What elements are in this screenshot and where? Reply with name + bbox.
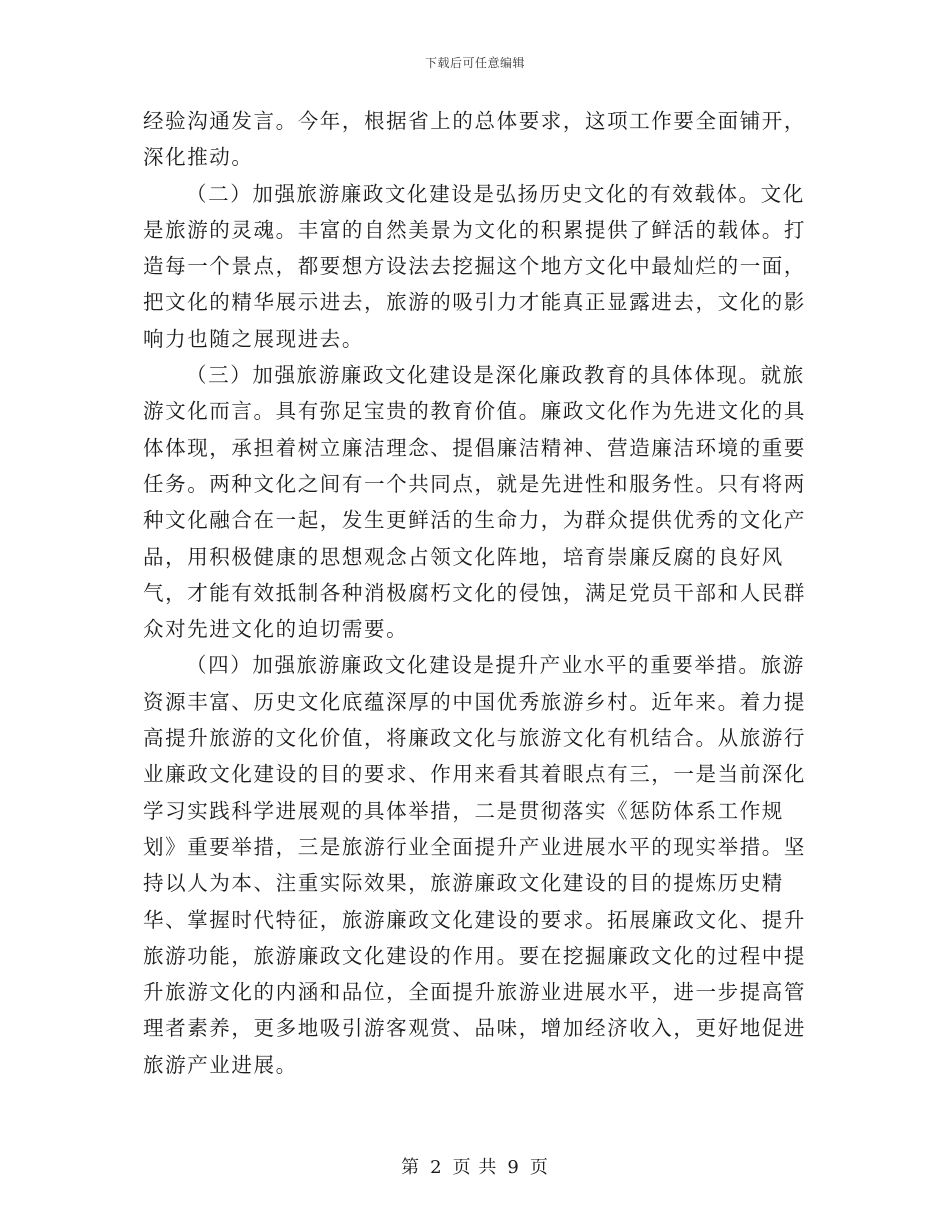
footer-prefix: 第: [401, 1157, 421, 1178]
footer-middle: 页 共: [452, 1157, 498, 1178]
page-header: 下载后可任意编辑: [424, 56, 525, 70]
page-footer: [0, 1153, 950, 1179]
paragraph-section-2: （二）加强旅游廉政文化建设是弘扬历史文化的有效载体。文化是旅游的灵魂。丰富的自然美景为文化的积累提供了鲜活的载体。打造每一个景点，都要想方设法去挖掘这个地方文化中最灿烂的一面，把文化的精华展示进去，旅游的吸引力才能真正显露进去，文化的影响力也随之展现进去。: [143, 181, 806, 351]
paragraph-continuation: 经验沟通发言。今年，根据省上的总体要求，这项工作要全面铺开，深化推动。: [143, 109, 806, 170]
paragraph-section-3: （三）加强旅游廉政文化建设是深化廉政教育的具体体现。就旅游文化而言。具有弥足宝贵的教育价值。廉政文化作为先进文化的具体体现，承担着树立廉洁理念、提倡廉洁精神、营造廉洁环境的重要任务。两种文化之间有一个共同点，就是先进性和服务性。只有将两种文化融合在一起，发生更鲜活的生命力，为群众提供优秀的文化产品，用积极健康的思想观念占领文化阵地，培育崇廉反腐的良好风气，才能有效抵制各种消极腐朽文化的侵蚀，满足党员干部和人民群众对先进文化的迫切需要。: [143, 363, 806, 642]
current-page-number: 2: [430, 1157, 443, 1178]
footer-suffix: 页: [529, 1157, 549, 1178]
paragraph-section-4: （四）加强旅游廉政文化建设是提升产业水平的重要举措。旅游资源丰富、历史文化底蕴深厚的中国优秀旅游乡村。近年来。着力提高提升旅游的文化价值，将廉政文化与旅游文化有机结合。从旅游行业廉政文化建设的目的要求、作用来看其着眼点有三，一是当前深化学习实践科学进展观的具体举措，二是贯彻落实《惩防体系工作规划》重要举措，三是旅游行业全面提升产业进展水平的现实举措。坚持以人为本、注重实际效果，旅游廉政文化建设的目的提炼历史精华、掌握时代特征，旅游廉政文化建设的要求。拓展廉政文化、提升旅游功能，旅游廉政文化建设的作用。要在挖掘廉政文化的过程中提升旅游文化的内涵和品位，全面提升旅游业进展水平，进一步提高管理者素养，更多地吸引游客观赏、品味，增加经济收入，更好地促进旅游产业进展。: [143, 653, 806, 1077]
total-pages-number: 9: [507, 1157, 520, 1178]
document-body: [143, 103, 808, 1083]
